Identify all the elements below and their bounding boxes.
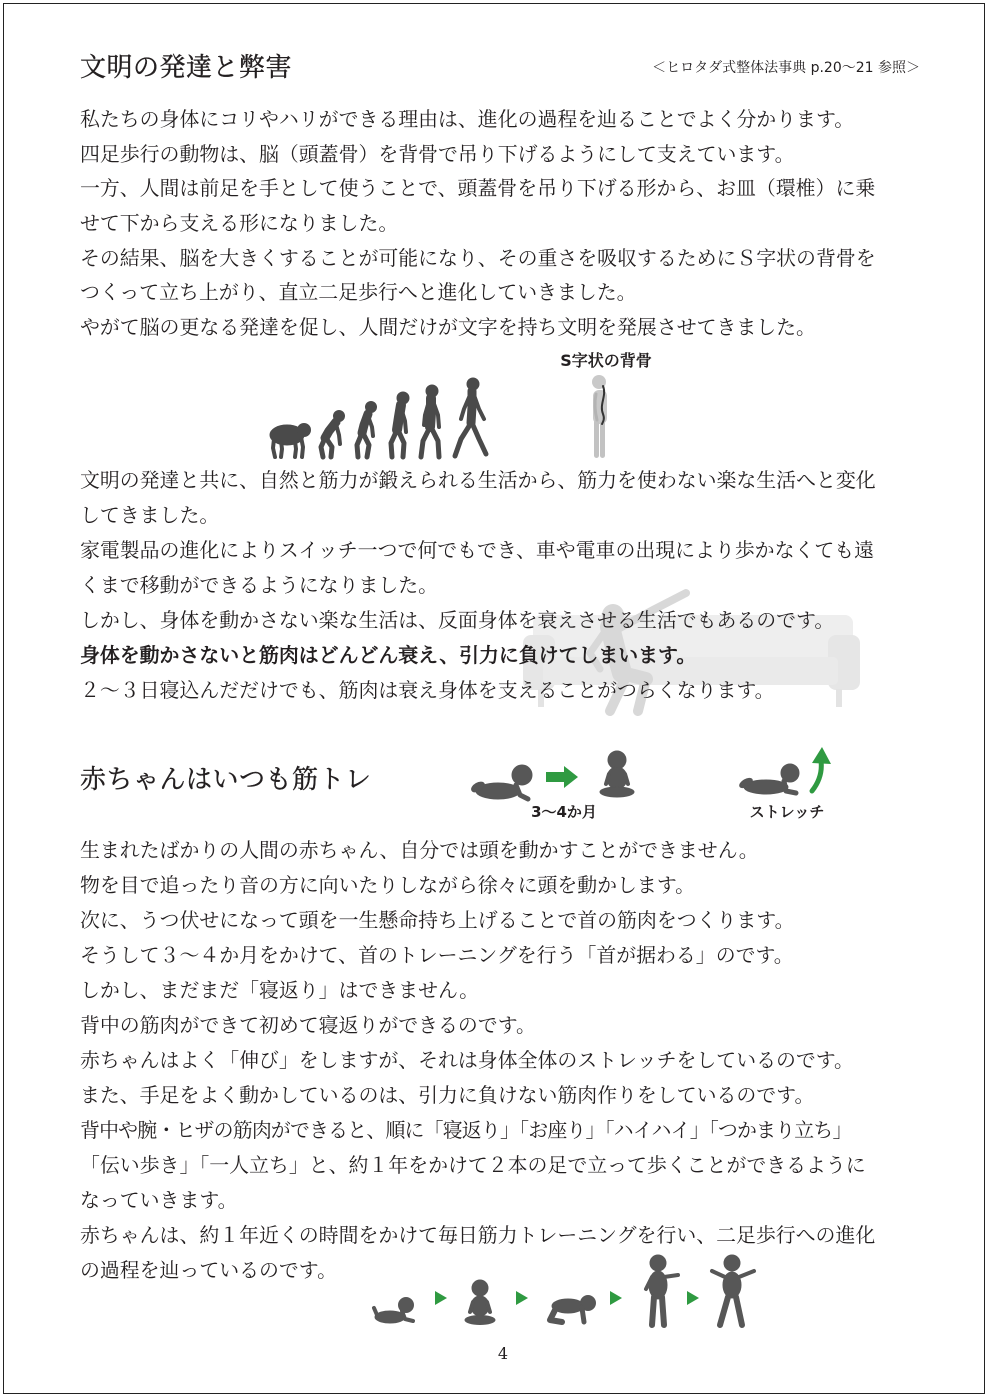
page-number: 4 [497, 1344, 509, 1363]
progress-triangle-icon [687, 1291, 699, 1305]
emphasis-line: 身体を動かさないと筋肉はどんどん衰え、引力に負けてしまいます。 [80, 643, 697, 667]
ape-figure-icon [270, 424, 311, 458]
section-title-civilization: 文明の発達と弊害 [80, 53, 293, 83]
progress-triangle-icon [435, 1291, 447, 1305]
text-line: 一方、人間は前足を手として使うことで、頭蓋骨を吊り下げる形から、お皿（環椎）に乗 [80, 177, 876, 201]
progress-triangle-icon [610, 1291, 622, 1305]
text-line: の過程を辿っているのです。 [80, 1258, 337, 1282]
text-line: 四足歩行の動物は、脳（頭蓋骨）を背骨で吊り下げるようにして支えています。 [80, 142, 795, 166]
text-line: やがて脳の更なる発達を促し、人間だけが文字を持ち文明を発展させてきました。 [80, 315, 816, 339]
text-line: ２～３日寝込んだだけでも、筋肉は衰え身体を支えることがつらくなります。 [80, 678, 775, 702]
text-line: そうして３～４か月をかけて、首のトレーニングを行う「首が据わる」のです。 [80, 943, 794, 967]
text-line: 文明の発達と共に、自然と筋力が鍛えられる生活から、筋力を使わない楽な生活へと変化 [80, 468, 876, 492]
text-line: なっていきます。 [80, 1188, 238, 1212]
text-line: くまで移動ができるようになりました。 [80, 573, 439, 597]
text-line: 背中や腕・ヒザの筋肉ができると、順に「寝返り」「お座り」「ハイハイ」「つかまり立ち」 [80, 1118, 852, 1142]
text-line: つくって立ち上がり、直立二足歩行へと進化していきました。 [80, 281, 637, 305]
text-line: 赤ちゃんは、約１年近くの時間をかけて毎日筋力トレーニングを行い、二足歩行への進化 [80, 1223, 876, 1247]
baby-crawling-icon [542, 1290, 598, 1326]
text-line: しかし、身体を動かさない楽な生活は、反面身体を衰えさせる生活でもあるのです。 [80, 608, 835, 632]
arrow-curved-up-icon [806, 745, 834, 795]
baby-tummy-lift-icon [470, 755, 540, 805]
spine-figure-label: S字状の背骨 [560, 351, 652, 370]
text-line: 赤ちゃんはよく「伸び」をしますが、それは身体全体のストレッチをしているのです。 [80, 1048, 854, 1072]
stretch-label: ストレッチ [749, 803, 825, 821]
civilization-paragraph [80, 463, 876, 708]
progress-triangle-icon [516, 1291, 528, 1305]
text-line: 私たちの身体にコリやハリができる理由は、進化の過程を辿ることでよく分かります。 [80, 108, 855, 131]
early-human-icon [357, 402, 377, 458]
human-evolution-illustration [265, 375, 500, 460]
text-line: 背中の筋肉ができて初めて寝返りができるのです。 [80, 1013, 536, 1037]
reference-note: ＜ヒロタダ式整体法事典 p.20～21 参照＞ [652, 60, 920, 76]
arrow-right-icon [546, 766, 580, 788]
text-line: 物を目で追ったり音の方に向いたりしながら徐々に頭を動かします。 [80, 873, 696, 897]
walking-human-icon [421, 385, 439, 457]
baby-training-paragraph [80, 833, 875, 1288]
text-line: また、手足をよく動かしているのは、引力に負けない筋肉作りをしているのです。 [80, 1083, 815, 1107]
text-line: してきました。 [80, 503, 220, 527]
baby-lying-icon [372, 1290, 416, 1326]
upright-human-icon [391, 392, 409, 457]
hunched-hominid-icon [321, 411, 345, 458]
modern-human-icon [455, 378, 486, 456]
text-line: その結果、脳を大きくすることが可能になり、その重さを吸収するためにＳ字状の背骨を [80, 246, 876, 270]
baby-stretch-icon [740, 755, 804, 799]
text-line: しかし、まだまだ「寝返り」はできません。 [80, 978, 480, 1002]
section-title-baby-training: 赤ちゃんはいつも筋トレ [80, 765, 372, 795]
baby-sitting-icon [596, 750, 638, 798]
intro-paragraph [80, 103, 876, 346]
text-line: 家電製品の進化によりスイッチ一つで何でもでき、車や電車の出現により歩かなくても遠 [80, 538, 875, 562]
text-line: 次に、うつ伏せになって頭を一生懸命持ち上げることで首の筋肉をつくります。 [80, 908, 795, 932]
text-line: せて下から支える形になりました。 [80, 211, 399, 235]
months-label: 3～4か月 [531, 803, 597, 821]
text-line: 「伝い歩き」「一人立ち」と、約１年をかけて２本の足で立って歩くことができるように [80, 1153, 866, 1177]
text-line: 生まれたばかりの人間の赤ちゃん、自分では頭を動かすことができません。 [80, 838, 759, 862]
s-curve-spine-figure [582, 372, 618, 460]
